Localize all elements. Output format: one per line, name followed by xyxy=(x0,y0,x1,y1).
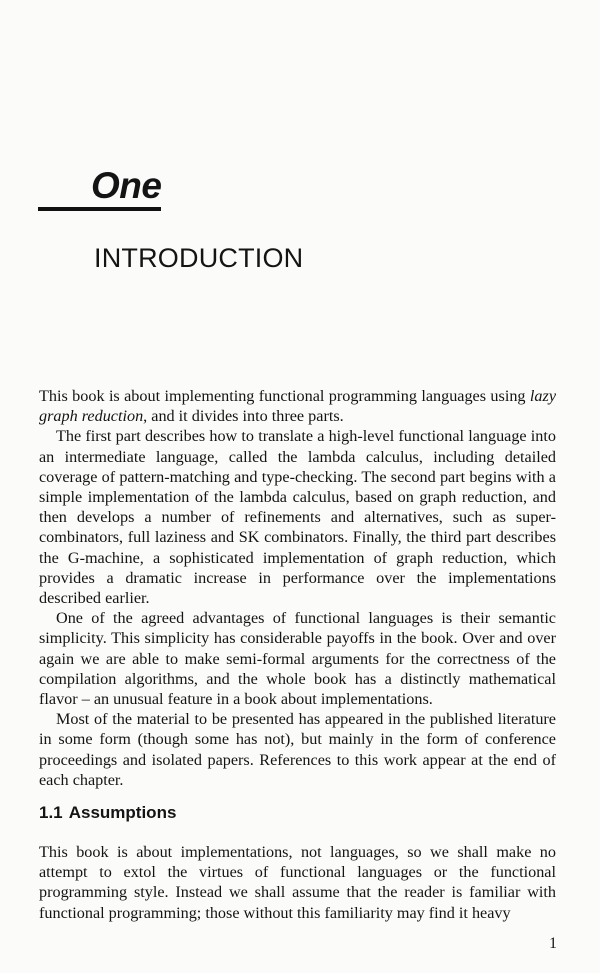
chapter-title: INTRODUCTION xyxy=(94,243,304,273)
section-heading: 1.1 Assumptions xyxy=(39,803,177,822)
chapter-number: One xyxy=(91,165,162,206)
page-number: 1 xyxy=(549,935,557,952)
assumptions-paragraph-1: This book is about implementations, not languages, so we shall make no attempt to extol the virtues of functional languages or the functional programming style. Instead we shall assume that the reader is familiar with functional programming; those without this familiarity may find it heavy xyxy=(39,843,556,922)
assumptions-text xyxy=(39,842,556,923)
lazy-graph-reduction-term: lazy graph reduction xyxy=(39,387,556,426)
chapter-rule xyxy=(38,207,161,211)
intro-paragraph-1-end: , and it divides into three parts. xyxy=(143,407,344,426)
intro-paragraph-3: One of the agreed advantages of functional languages is their semantic simplicity. This simplicity has considerable payoffs in the book. Over and over again we are able to make semi-formal arguments for the correctness of the compilation algorithms, and the whole book has a distinctly mathematical flavor – an unusual feature in a book about implementations. xyxy=(39,609,556,709)
intro-paragraph-4: Most of the material to be presented has appeared in the published literature in some form (though some has not), but mainly in the form of conference proceedings and isolated papers. References to this work appear at the end of each chapter. xyxy=(39,710,556,789)
introduction-text xyxy=(39,386,556,790)
intro-paragraph-2: The first part describes how to translate a high-level functional language into an intermediate language, called the lambda calculus, including detailed coverage of pattern-matching and type-checking. The second part begins with a simple implementation of the lambda calculus, based on graph reduction, and then develops a number of refinements and alternatives, such as super-combinators, full laziness and SK combinators. Finally, the third part describes the G-machine, a sophisticated implementation of graph reduction, which provides a dramatic increase in performance over the implementations described earlier. xyxy=(39,427,556,608)
intro-paragraph-1-start: This book is about implementing functional programming languages using xyxy=(39,387,530,405)
intro-paragraph-1 xyxy=(39,386,556,426)
